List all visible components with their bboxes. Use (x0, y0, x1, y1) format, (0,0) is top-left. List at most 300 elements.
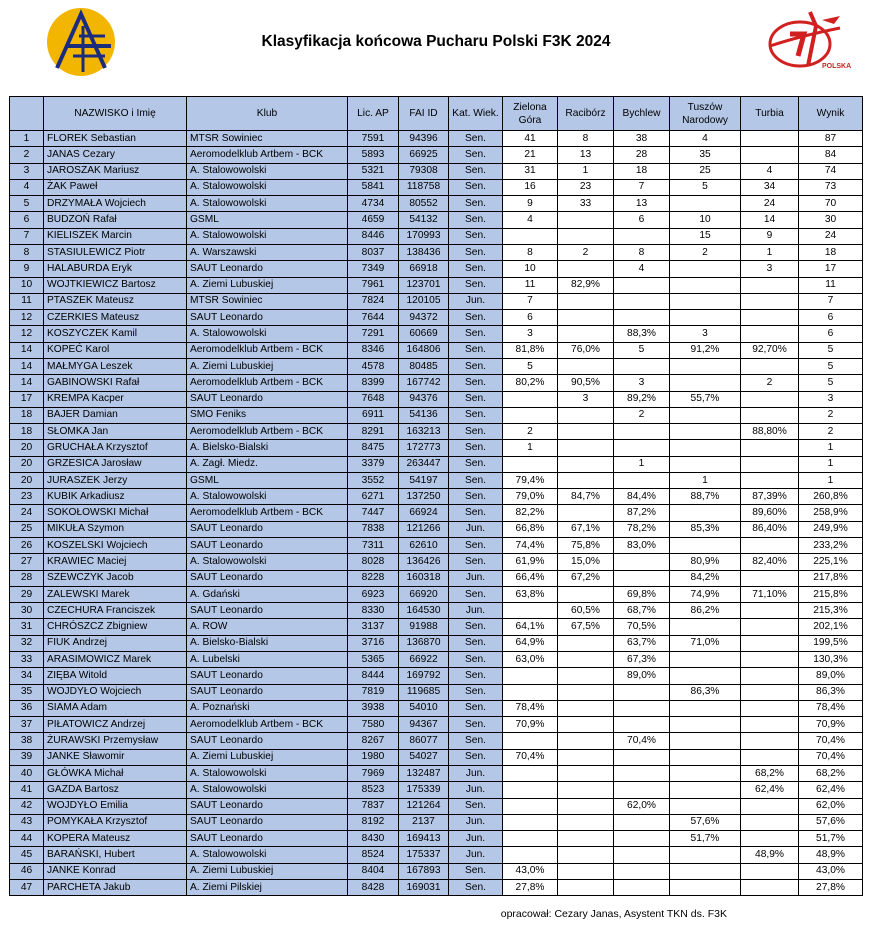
cell-bychlew: 18 (614, 163, 670, 179)
cell-place: 29 (10, 586, 44, 602)
cell-zielona-gora: 2 (503, 424, 558, 440)
cell-category: Jun. (449, 521, 503, 537)
cell-tuszow (670, 717, 741, 733)
cell-zielona-gora (503, 684, 558, 700)
cell-bychlew (614, 310, 670, 326)
cell-raciborz: 82,9% (558, 277, 614, 293)
cell-place: 5 (10, 196, 44, 212)
cell-bychlew: 70,5% (614, 619, 670, 635)
cell-name: JANKE Sławomir (44, 749, 187, 765)
cell-category: Sen. (449, 131, 503, 147)
cell-bychlew: 68,7% (614, 603, 670, 619)
cell-name: FLOREK Sebastian (44, 131, 187, 147)
cell-bychlew: 62,0% (614, 798, 670, 814)
cell-tuszow: 4 (670, 131, 741, 147)
cell-place: 35 (10, 684, 44, 700)
cell-zielona-gora: 31 (503, 163, 558, 179)
cell-place: 7 (10, 228, 44, 244)
cell-raciborz: 67,5% (558, 619, 614, 635)
cell-category: Sen. (449, 310, 503, 326)
cell-license: 8524 (348, 847, 399, 863)
cell-name: SŁOMKA Jan (44, 424, 187, 440)
cell-zielona-gora (503, 407, 558, 423)
cell-bychlew: 13 (614, 196, 670, 212)
cell-club: A. Ziemi Lubuskiej (187, 358, 348, 374)
cell-tuszow: 86,3% (670, 684, 741, 700)
cell-place: 14 (10, 375, 44, 391)
table-row (10, 424, 863, 440)
cell-bychlew: 69,8% (614, 586, 670, 602)
cell-club: A. Stalowowolski (187, 489, 348, 505)
cell-category: Sen. (449, 684, 503, 700)
cell-category: Sen. (449, 244, 503, 260)
cell-result: 78,4% (799, 700, 863, 716)
cell-raciborz (558, 310, 614, 326)
cell-bychlew (614, 277, 670, 293)
cell-bychlew (614, 424, 670, 440)
cell-place: 27 (10, 554, 44, 570)
cell-zielona-gora (503, 456, 558, 472)
cell-result: 233,2% (799, 538, 863, 554)
cell-place: 45 (10, 847, 44, 863)
cell-bychlew (614, 847, 670, 863)
table-row (10, 358, 863, 374)
table-row (10, 554, 863, 570)
cell-fai-id: 94367 (399, 717, 449, 733)
cell-bychlew: 28 (614, 147, 670, 163)
cell-license: 7837 (348, 798, 399, 814)
cell-bychlew (614, 863, 670, 879)
cell-place: 39 (10, 749, 44, 765)
cell-fai-id: 121266 (399, 521, 449, 537)
cell-license: 4734 (348, 196, 399, 212)
cell-name: KIELISZEK Marcin (44, 228, 187, 244)
cell-turbia (741, 472, 799, 488)
cell-category: Sen. (449, 652, 503, 668)
cell-raciborz (558, 293, 614, 309)
cell-category: Sen. (449, 147, 503, 163)
cell-result: 1 (799, 472, 863, 488)
cell-raciborz (558, 326, 614, 342)
cell-zielona-gora (503, 798, 558, 814)
cell-license: 8399 (348, 375, 399, 391)
cell-category: Sen. (449, 326, 503, 342)
cell-result: 5 (799, 342, 863, 358)
cell-zielona-gora: 79,4% (503, 472, 558, 488)
cell-zielona-gora: 27,8% (503, 879, 558, 895)
cell-fai-id: 62610 (399, 538, 449, 554)
cell-club: MTSR Sowiniec (187, 131, 348, 147)
cell-fai-id: 2137 (399, 814, 449, 830)
cell-fai-id: 175339 (399, 782, 449, 798)
table-row (10, 521, 863, 537)
cell-tuszow: 74,9% (670, 586, 741, 602)
cell-license: 7838 (348, 521, 399, 537)
page-title: Klasyfikacja końcowa Pucharu Polski F3K 2024 (261, 33, 611, 50)
cell-bychlew: 89,0% (614, 668, 670, 684)
cell-raciborz: 13 (558, 147, 614, 163)
cell-license: 8475 (348, 440, 399, 456)
cell-turbia: 89,60% (741, 505, 799, 521)
cell-name: WOJDYŁO Emilia (44, 798, 187, 814)
cell-license: 8428 (348, 879, 399, 895)
cell-zielona-gora: 63,0% (503, 652, 558, 668)
cell-name: ŻAK Paweł (44, 179, 187, 195)
cell-raciborz (558, 879, 614, 895)
cell-name: GABINOWSKI Rafał (44, 375, 187, 391)
cell-turbia (741, 603, 799, 619)
col-header-zielona-gora: Zielona Góra (503, 97, 558, 131)
cell-category: Sen. (449, 863, 503, 879)
cell-result: 5 (799, 358, 863, 374)
cell-fai-id: 132487 (399, 765, 449, 781)
cell-turbia: 71,10% (741, 586, 799, 602)
cell-category: Jun. (449, 603, 503, 619)
table-row (10, 293, 863, 309)
cell-raciborz (558, 782, 614, 798)
cell-place: 18 (10, 407, 44, 423)
table-row (10, 326, 863, 342)
table-row (10, 570, 863, 586)
cell-place: 44 (10, 831, 44, 847)
cell-fai-id: 118758 (399, 179, 449, 195)
cell-fai-id: 80552 (399, 196, 449, 212)
table-row (10, 342, 863, 358)
cell-fai-id: 163213 (399, 424, 449, 440)
cell-zielona-gora: 74,4% (503, 538, 558, 554)
cell-place: 36 (10, 700, 44, 716)
cell-tuszow (670, 863, 741, 879)
cell-club: A. Bielsko-Bialski (187, 635, 348, 651)
table-row (10, 212, 863, 228)
cell-bychlew: 6 (614, 212, 670, 228)
cell-raciborz (558, 652, 614, 668)
cell-place: 17 (10, 391, 44, 407)
cell-place: 33 (10, 652, 44, 668)
col-header-bychlew: Bychlew (614, 97, 670, 131)
cell-license: 8291 (348, 424, 399, 440)
cell-tuszow (670, 196, 741, 212)
cell-result: 11 (799, 277, 863, 293)
results-table (9, 96, 863, 896)
cell-tuszow (670, 782, 741, 798)
cell-category: Jun. (449, 814, 503, 830)
cell-category: Sen. (449, 342, 503, 358)
cell-place: 18 (10, 424, 44, 440)
table-row (10, 652, 863, 668)
cell-category: Sen. (449, 489, 503, 505)
cell-club: A. Stalowowolski (187, 196, 348, 212)
cell-place: 38 (10, 733, 44, 749)
cell-club: MTSR Sowiniec (187, 293, 348, 309)
cell-zielona-gora: 7 (503, 293, 558, 309)
cell-license: 5841 (348, 179, 399, 195)
cell-club: A. Stalowowolski (187, 326, 348, 342)
cell-zielona-gora: 66,8% (503, 521, 558, 537)
table-row (10, 700, 863, 716)
cell-turbia: 4 (741, 163, 799, 179)
cell-turbia (741, 358, 799, 374)
cell-tuszow (670, 310, 741, 326)
table-row (10, 391, 863, 407)
table-row (10, 440, 863, 456)
cell-tuszow (670, 375, 741, 391)
table-row (10, 635, 863, 651)
cell-tuszow: 91,2% (670, 342, 741, 358)
cell-turbia (741, 570, 799, 586)
cell-bychlew: 4 (614, 261, 670, 277)
cell-result: 70 (799, 196, 863, 212)
cell-place: 34 (10, 668, 44, 684)
cell-category: Sen. (449, 668, 503, 684)
table-row (10, 733, 863, 749)
cell-result: 89,0% (799, 668, 863, 684)
cell-license: 8037 (348, 244, 399, 260)
cell-name: CHRÓSZCZ Zbigniew (44, 619, 187, 635)
cell-result: 74 (799, 163, 863, 179)
cell-name: DRZYMAŁA Wojciech (44, 196, 187, 212)
cell-zielona-gora: 82,2% (503, 505, 558, 521)
cell-fai-id: 138436 (399, 244, 449, 260)
cell-fai-id: 169031 (399, 879, 449, 895)
cell-fai-id: 172773 (399, 440, 449, 456)
cell-category: Sen. (449, 358, 503, 374)
cell-tuszow (670, 765, 741, 781)
cell-club: A. ROW (187, 619, 348, 635)
cell-name: KRAWIEC Maciej (44, 554, 187, 570)
cell-result: 225,1% (799, 554, 863, 570)
cell-raciborz: 76,0% (558, 342, 614, 358)
cell-bychlew (614, 879, 670, 895)
cell-zielona-gora: 61,9% (503, 554, 558, 570)
cell-club: A. Stalowowolski (187, 163, 348, 179)
cell-name: JAROSZAK Mariusz (44, 163, 187, 179)
cell-club: A. Lubelski (187, 652, 348, 668)
cell-club: Aeromodelklub Artbem - BCK (187, 147, 348, 163)
cell-turbia: 9 (741, 228, 799, 244)
cell-result: 215,8% (799, 586, 863, 602)
cell-tuszow (670, 407, 741, 423)
cell-club: GSML (187, 212, 348, 228)
cell-fai-id: 66924 (399, 505, 449, 521)
cell-place: 14 (10, 342, 44, 358)
cell-club: A. Ziemi Lubuskiej (187, 749, 348, 765)
cell-club: SAUT Leonardo (187, 603, 348, 619)
cell-tuszow: 84,2% (670, 570, 741, 586)
cell-name: CZERKIES Mateusz (44, 310, 187, 326)
cell-result: 24 (799, 228, 863, 244)
cell-license: 7311 (348, 538, 399, 554)
table-row (10, 538, 863, 554)
cell-turbia (741, 538, 799, 554)
cell-name: KOPERA Mateusz (44, 831, 187, 847)
cell-raciborz: 67,2% (558, 570, 614, 586)
cell-category: Sen. (449, 261, 503, 277)
cell-raciborz (558, 407, 614, 423)
cell-name: BARAŃSKI, Hubert (44, 847, 187, 863)
cell-club: A. Stalowowolski (187, 782, 348, 798)
col-header-raciborz: Racibórz (558, 97, 614, 131)
col-header-license: Lic. AP (348, 97, 399, 131)
cell-club: GSML (187, 472, 348, 488)
cell-license: 7580 (348, 717, 399, 733)
cell-turbia (741, 407, 799, 423)
cell-raciborz (558, 700, 614, 716)
cell-raciborz (558, 733, 614, 749)
cell-category: Jun. (449, 765, 503, 781)
cell-fai-id: 80485 (399, 358, 449, 374)
cell-result: 2 (799, 424, 863, 440)
cell-tuszow: 51,7% (670, 831, 741, 847)
cell-place: 11 (10, 293, 44, 309)
cell-fai-id: 91988 (399, 619, 449, 635)
cell-tuszow (670, 440, 741, 456)
cell-category: Sen. (449, 619, 503, 635)
cell-tuszow (670, 733, 741, 749)
cell-club: SAUT Leonardo (187, 391, 348, 407)
cell-tuszow (670, 277, 741, 293)
cell-turbia (741, 619, 799, 635)
col-header-category: Kat. Wiek. (449, 97, 503, 131)
cell-name: BAJER Damian (44, 407, 187, 423)
cell-place: 14 (10, 358, 44, 374)
cell-bychlew: 84,4% (614, 489, 670, 505)
cell-result: 43,0% (799, 863, 863, 879)
cell-club: A. Stalowowolski (187, 554, 348, 570)
cell-raciborz: 33 (558, 196, 614, 212)
col-header-place (10, 97, 44, 131)
table-row (10, 472, 863, 488)
cell-fai-id: 121264 (399, 798, 449, 814)
cell-category: Sen. (449, 554, 503, 570)
cell-zielona-gora (503, 814, 558, 830)
cell-bychlew (614, 700, 670, 716)
cell-tuszow (670, 505, 741, 521)
cell-tuszow: 3 (670, 326, 741, 342)
cell-bychlew: 38 (614, 131, 670, 147)
cell-tuszow: 80,9% (670, 554, 741, 570)
cell-license: 3137 (348, 619, 399, 635)
cell-fai-id: 160318 (399, 570, 449, 586)
cell-name: WOJDYŁO Wojciech (44, 684, 187, 700)
cell-club: SMO Feniks (187, 407, 348, 423)
cell-raciborz (558, 863, 614, 879)
cell-license: 1980 (348, 749, 399, 765)
cell-result: 18 (799, 244, 863, 260)
cell-zielona-gora: 70,9% (503, 717, 558, 733)
cell-category: Sen. (449, 717, 503, 733)
cell-fai-id: 119685 (399, 684, 449, 700)
table-row (10, 765, 863, 781)
cell-place: 42 (10, 798, 44, 814)
cell-result: 249,9% (799, 521, 863, 537)
cell-tuszow (670, 847, 741, 863)
cell-turbia (741, 147, 799, 163)
cell-bychlew: 8 (614, 244, 670, 260)
cell-place: 43 (10, 814, 44, 830)
table-row (10, 831, 863, 847)
cell-result: 217,8% (799, 570, 863, 586)
cell-raciborz (558, 717, 614, 733)
cell-bychlew (614, 293, 670, 309)
cell-license: 6271 (348, 489, 399, 505)
cell-license: 8330 (348, 603, 399, 619)
cell-result: 7 (799, 293, 863, 309)
cell-place: 1 (10, 131, 44, 147)
cell-license: 3379 (348, 456, 399, 472)
cell-result: 51,7% (799, 831, 863, 847)
cell-result: 62,0% (799, 798, 863, 814)
cell-place: 32 (10, 635, 44, 651)
cell-turbia (741, 668, 799, 684)
cell-place: 31 (10, 619, 44, 635)
cell-turbia (741, 652, 799, 668)
cell-raciborz: 8 (558, 131, 614, 147)
cell-name: FIUK Andrzej (44, 635, 187, 651)
cell-category: Sen. (449, 277, 503, 293)
cell-result: 258,9% (799, 505, 863, 521)
cell-name: KOSZELSKI Wojciech (44, 538, 187, 554)
cell-place: 47 (10, 879, 44, 895)
cell-name: STASIULEWICZ Piotr (44, 244, 187, 260)
cell-category: Sen. (449, 472, 503, 488)
cell-club: A. Ziemi Lubuskiej (187, 863, 348, 879)
cell-place: 23 (10, 489, 44, 505)
cell-bychlew (614, 782, 670, 798)
table-row (10, 163, 863, 179)
cell-zielona-gora: 21 (503, 147, 558, 163)
cell-club: SAUT Leonardo (187, 261, 348, 277)
table-row (10, 131, 863, 147)
cell-name: GAZDA Bartosz (44, 782, 187, 798)
cell-bychlew (614, 228, 670, 244)
cell-bychlew: 63,7% (614, 635, 670, 651)
cell-result: 6 (799, 326, 863, 342)
cell-tuszow: 35 (670, 147, 741, 163)
cell-license: 8228 (348, 570, 399, 586)
cell-raciborz: 90,5% (558, 375, 614, 391)
cell-raciborz (558, 472, 614, 488)
cell-category: Sen. (449, 586, 503, 602)
cell-raciborz: 15,0% (558, 554, 614, 570)
cell-bychlew: 88,3% (614, 326, 670, 342)
table-row (10, 489, 863, 505)
cell-category: Sen. (449, 879, 503, 895)
cell-license: 8430 (348, 831, 399, 847)
cell-license: 7969 (348, 765, 399, 781)
cell-raciborz (558, 261, 614, 277)
cell-raciborz (558, 212, 614, 228)
cell-bychlew: 1 (614, 456, 670, 472)
cell-name: JURASZEK Jerzy (44, 472, 187, 488)
cell-raciborz (558, 684, 614, 700)
cell-fai-id: 54197 (399, 472, 449, 488)
cell-tuszow: 85,3% (670, 521, 741, 537)
col-header-fai-id: FAI ID (399, 97, 449, 131)
table-row (10, 603, 863, 619)
cell-tuszow: 2 (670, 244, 741, 260)
cell-result: 84 (799, 147, 863, 163)
cell-fai-id: 94372 (399, 310, 449, 326)
cell-turbia: 68,2% (741, 765, 799, 781)
cell-club: SAUT Leonardo (187, 310, 348, 326)
cell-raciborz (558, 831, 614, 847)
table-row (10, 782, 863, 798)
cell-zielona-gora: 3 (503, 326, 558, 342)
cell-raciborz (558, 358, 614, 374)
table-row (10, 798, 863, 814)
cell-raciborz (558, 586, 614, 602)
